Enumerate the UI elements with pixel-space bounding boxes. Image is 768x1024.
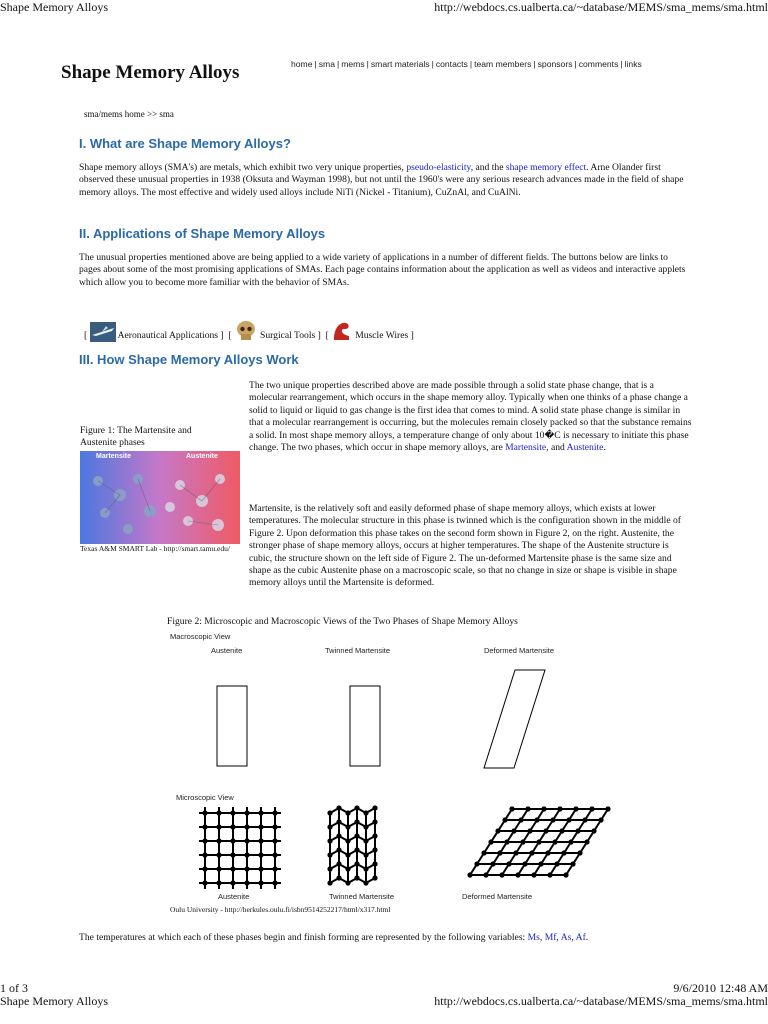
martensite-link[interactable]: Martensite: [505, 442, 547, 454]
twinned-macro-shape: [350, 686, 380, 766]
nav-contacts[interactable]: contacts: [435, 59, 468, 69]
nav-team-members[interactable]: team members: [474, 59, 532, 69]
breadcrumb: sma/mems home >> sma: [84, 109, 174, 119]
temperatures-line: The temperatures at which each of these phases begin and finish forming are represented by the following variables: Ms, Mf, As, Af.: [79, 932, 589, 943]
austenite-micro-lattice: [199, 807, 281, 889]
deformed-micro-label: Deformed Martensite: [462, 892, 533, 901]
aeronautical-label: Aeronautical Applications: [117, 329, 219, 341]
section-2-paragraph: The unusual properties mentioned above are being applied to a wide variety of applications in a number of different fields. The buttons below are links to pages about some of the most promising applications of SMAs. Each page contains information about the application as well as videos and interactive applets which allow you to become more familiar with the behavior of SMAs.: [79, 252, 686, 288]
austenite-col-label: Austenite: [211, 646, 243, 655]
s1-text-a: Shape memory alloys (SMA's) are metals, which exhibit two very unique properties,: [79, 162, 407, 173]
print-footer-page: 1 of 3: [0, 981, 28, 995]
twinned-micro-label: Twinned Martensite: [329, 892, 395, 901]
s1-text-c: . Arne Olander first observed these unusual properties in 1938 (Oksuta and Wayman 1998), but not until the 1960's were any serious research advances made in the field of shape memory alloys. The most effective and widely used alloys include NiTi (Nickel - Titanium), CuZnAl, and CuAlNi.: [79, 162, 684, 198]
s1-text-b: , and the: [470, 162, 506, 173]
section-2-heading: II. Applications of Shape Memory Alloys: [79, 226, 326, 241]
print-header-2-url: http://webdocs.cs.ualberta.ca/~database/MEMS/sma_mems/sma.html: [434, 994, 768, 1008]
twinned-micro-lattice: [327, 805, 377, 885]
figure-1-austenite-label: Austenite: [186, 453, 218, 460]
as-link[interactable]: As: [560, 932, 572, 943]
muscle-wires-label: Muscle Wires: [355, 329, 409, 341]
temps-text: The temperatures at which each of these phases begin and finish forming are represented by the following variables:: [79, 932, 528, 943]
austenite-link[interactable]: Austenite: [566, 442, 604, 454]
section-3-paragraph-2: Martensite, is the relatively soft and easily deformed phase of shape memory alloys, which exists at lower temperatures. The molecular structure in this phase is twinned which is the configuration shown in the middle of Figure 2. Upon deformation this phase takes on the second form shown in Figure 2, on the right. Austenite, the stronger phase of shape memory alloys, occurs at higher temperatures. The shape of the Austenite structure is cubic, the structure shown on the left side of Figure 2. The un-deformed Martensite phase is the same size and shape as the cubic Austenite phase on a macroscopic scale, so that no change in size or shape is visible in shape memory alloys until the Martensite is deformed.: [249, 503, 681, 589]
twinned-col-label: Twinned Martensite: [325, 646, 391, 655]
deformed-col-label: Deformed Martensite: [484, 646, 555, 655]
pseudo-elasticity-link[interactable]: pseudo-elasticity: [406, 162, 471, 173]
deformed-micro-lattice: [467, 806, 610, 877]
section-1-heading: I. What are Shape Memory Alloys?: [79, 136, 291, 151]
print-footer-datetime: 9/6/2010 12:48 AM: [673, 981, 768, 995]
print-header-url: http://webdocs.cs.ualberta.ca/~database/MEMS/sma_mems/sma.html: [434, 0, 768, 14]
nav-mems[interactable]: mems: [341, 59, 365, 69]
figure-2-credit: Oulu University - http://herkules.oulu.fi/isbn9514252217/html/x317.html: [170, 905, 391, 914]
deformed-macro-shape: [484, 670, 545, 768]
nav-smart-materials[interactable]: smart materials: [370, 59, 430, 69]
top-nav: home | sma | mems | smart materials | contacts | team members | sponsors | comments | links: [291, 59, 642, 69]
austenite-micro-label: Austenite: [218, 892, 250, 901]
figure-1-caption: Figure 1: The Martensite and Austenite phases: [80, 425, 192, 448]
site-title: Shape Memory Alloys: [61, 62, 240, 83]
shape-memory-effect-link[interactable]: shape memory effect: [505, 162, 587, 173]
section-3-heading: III. How Shape Memory Alloys Work: [79, 352, 299, 367]
surgical-tools-label: Surgical Tools: [260, 329, 316, 341]
mf-link[interactable]: Mf: [544, 932, 557, 943]
nav-links[interactable]: links: [624, 59, 642, 69]
figure-1-martensite-label: Martensite: [96, 453, 132, 460]
nav-comments[interactable]: comments: [578, 59, 619, 69]
s3-text-b: , and: [546, 442, 567, 454]
figure-1-credit: Texas A&M SMART Lab - http://smart.tamu.edu/: [80, 544, 230, 553]
macroscopic-view-label: Macroscopic View: [170, 632, 231, 641]
s3-text-a: The two unique properties described above are made possible through a solid state phase change, that is a molecular rearrangement, which occurs in the shape memory alloy. Typically when one thinks of a phase change a solid to liquid or liquid to gas change is the first idea that comes to mind. A solid state phase change is similar in that a molecular rearrangement is occurring, but the molecules remain closely packed so that the substance remains a solid. In most shape memory alloys, a temperature change of only about 10�C is necessary to initiate this phase change. The two phases, which occur in shape memory alloys, are: [249, 380, 692, 454]
applications-row: [ Aeronautical Applications ] [ Surgical Tools ] [ Muscle Wires ]: [84, 312, 414, 342]
austenite-macro-shape: [217, 686, 247, 766]
microscopic-view-label: Microscopic View: [176, 793, 234, 802]
af-link[interactable]: Af: [575, 932, 586, 943]
nav-home[interactable]: home: [291, 59, 313, 69]
nav-sponsors[interactable]: sponsors: [537, 59, 573, 69]
nav-sma[interactable]: sma: [318, 59, 335, 69]
print-header-2-title: Shape Memory Alloys: [0, 994, 108, 1008]
figure-2-caption: Figure 2: Microscopic and Macroscopic Views of the Two Phases of Shape Memory Alloys: [167, 616, 518, 627]
ms-link[interactable]: Ms: [527, 932, 540, 943]
print-header-title: Shape Memory Alloys: [0, 0, 108, 14]
s3-text-c: .: [603, 442, 606, 454]
